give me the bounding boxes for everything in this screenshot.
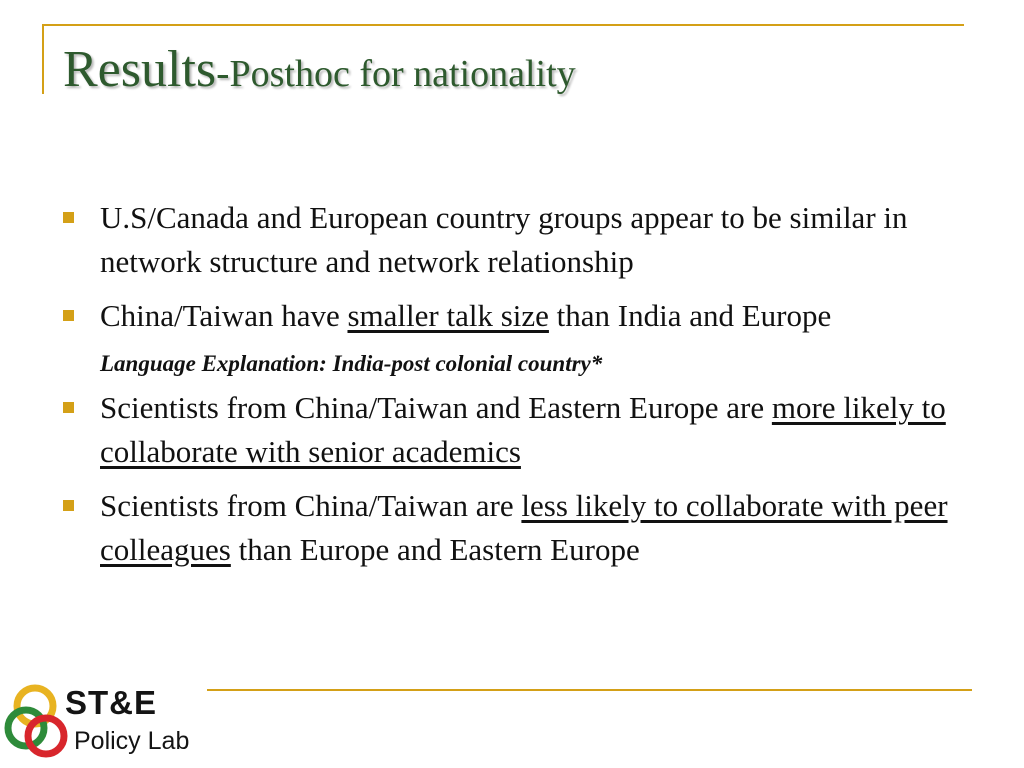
slide-title (63, 40, 576, 99)
rings-logo-icon (4, 682, 74, 764)
text-run: Scientists from China/Taiwan are (100, 488, 522, 523)
left-frame-rule (42, 24, 44, 94)
underlined-phrase: less likely to collaborate with peer colleagues (100, 488, 948, 567)
square-bullet-icon (63, 500, 74, 511)
title-dash: - (216, 50, 230, 95)
bullet-item (63, 386, 963, 474)
ste-policy-lab-logo (4, 682, 214, 764)
bullet-item (63, 196, 963, 284)
logo-text-ste: ST&E (65, 684, 158, 721)
text-run: than India and Europe (548, 298, 832, 333)
underlined-phrase: smaller talk size (347, 298, 549, 333)
title-subtitle: Posthoc for nationality (229, 53, 576, 95)
title-main: Results (63, 41, 217, 98)
square-bullet-icon (63, 212, 74, 223)
text-run: Scientists from China/Taiwan and Eastern Europe are (100, 390, 772, 425)
bullet-text (100, 488, 948, 567)
bullet-item (63, 484, 963, 572)
bullet-list (63, 196, 963, 582)
text-run: U.S/Canada and European country groups appear to be similar in network structure and network relationship (100, 200, 908, 279)
bullet-item (63, 294, 963, 338)
square-bullet-icon (63, 310, 74, 321)
underlined-phrase: more likely to collaborate with senior academics (100, 390, 946, 469)
logo-text-policy-lab: Policy Lab (74, 727, 190, 755)
top-frame-rule (42, 24, 964, 26)
bullet-text (100, 200, 908, 279)
bullet-text (100, 390, 946, 469)
text-run: China/Taiwan have (100, 298, 348, 333)
square-bullet-icon (63, 402, 74, 413)
footer-rule (207, 689, 972, 691)
text-run: than Europe and Eastern Europe (230, 532, 640, 567)
language-note: Language Explanation: India-post colonial country* (100, 351, 603, 376)
bullet-text (100, 298, 831, 333)
